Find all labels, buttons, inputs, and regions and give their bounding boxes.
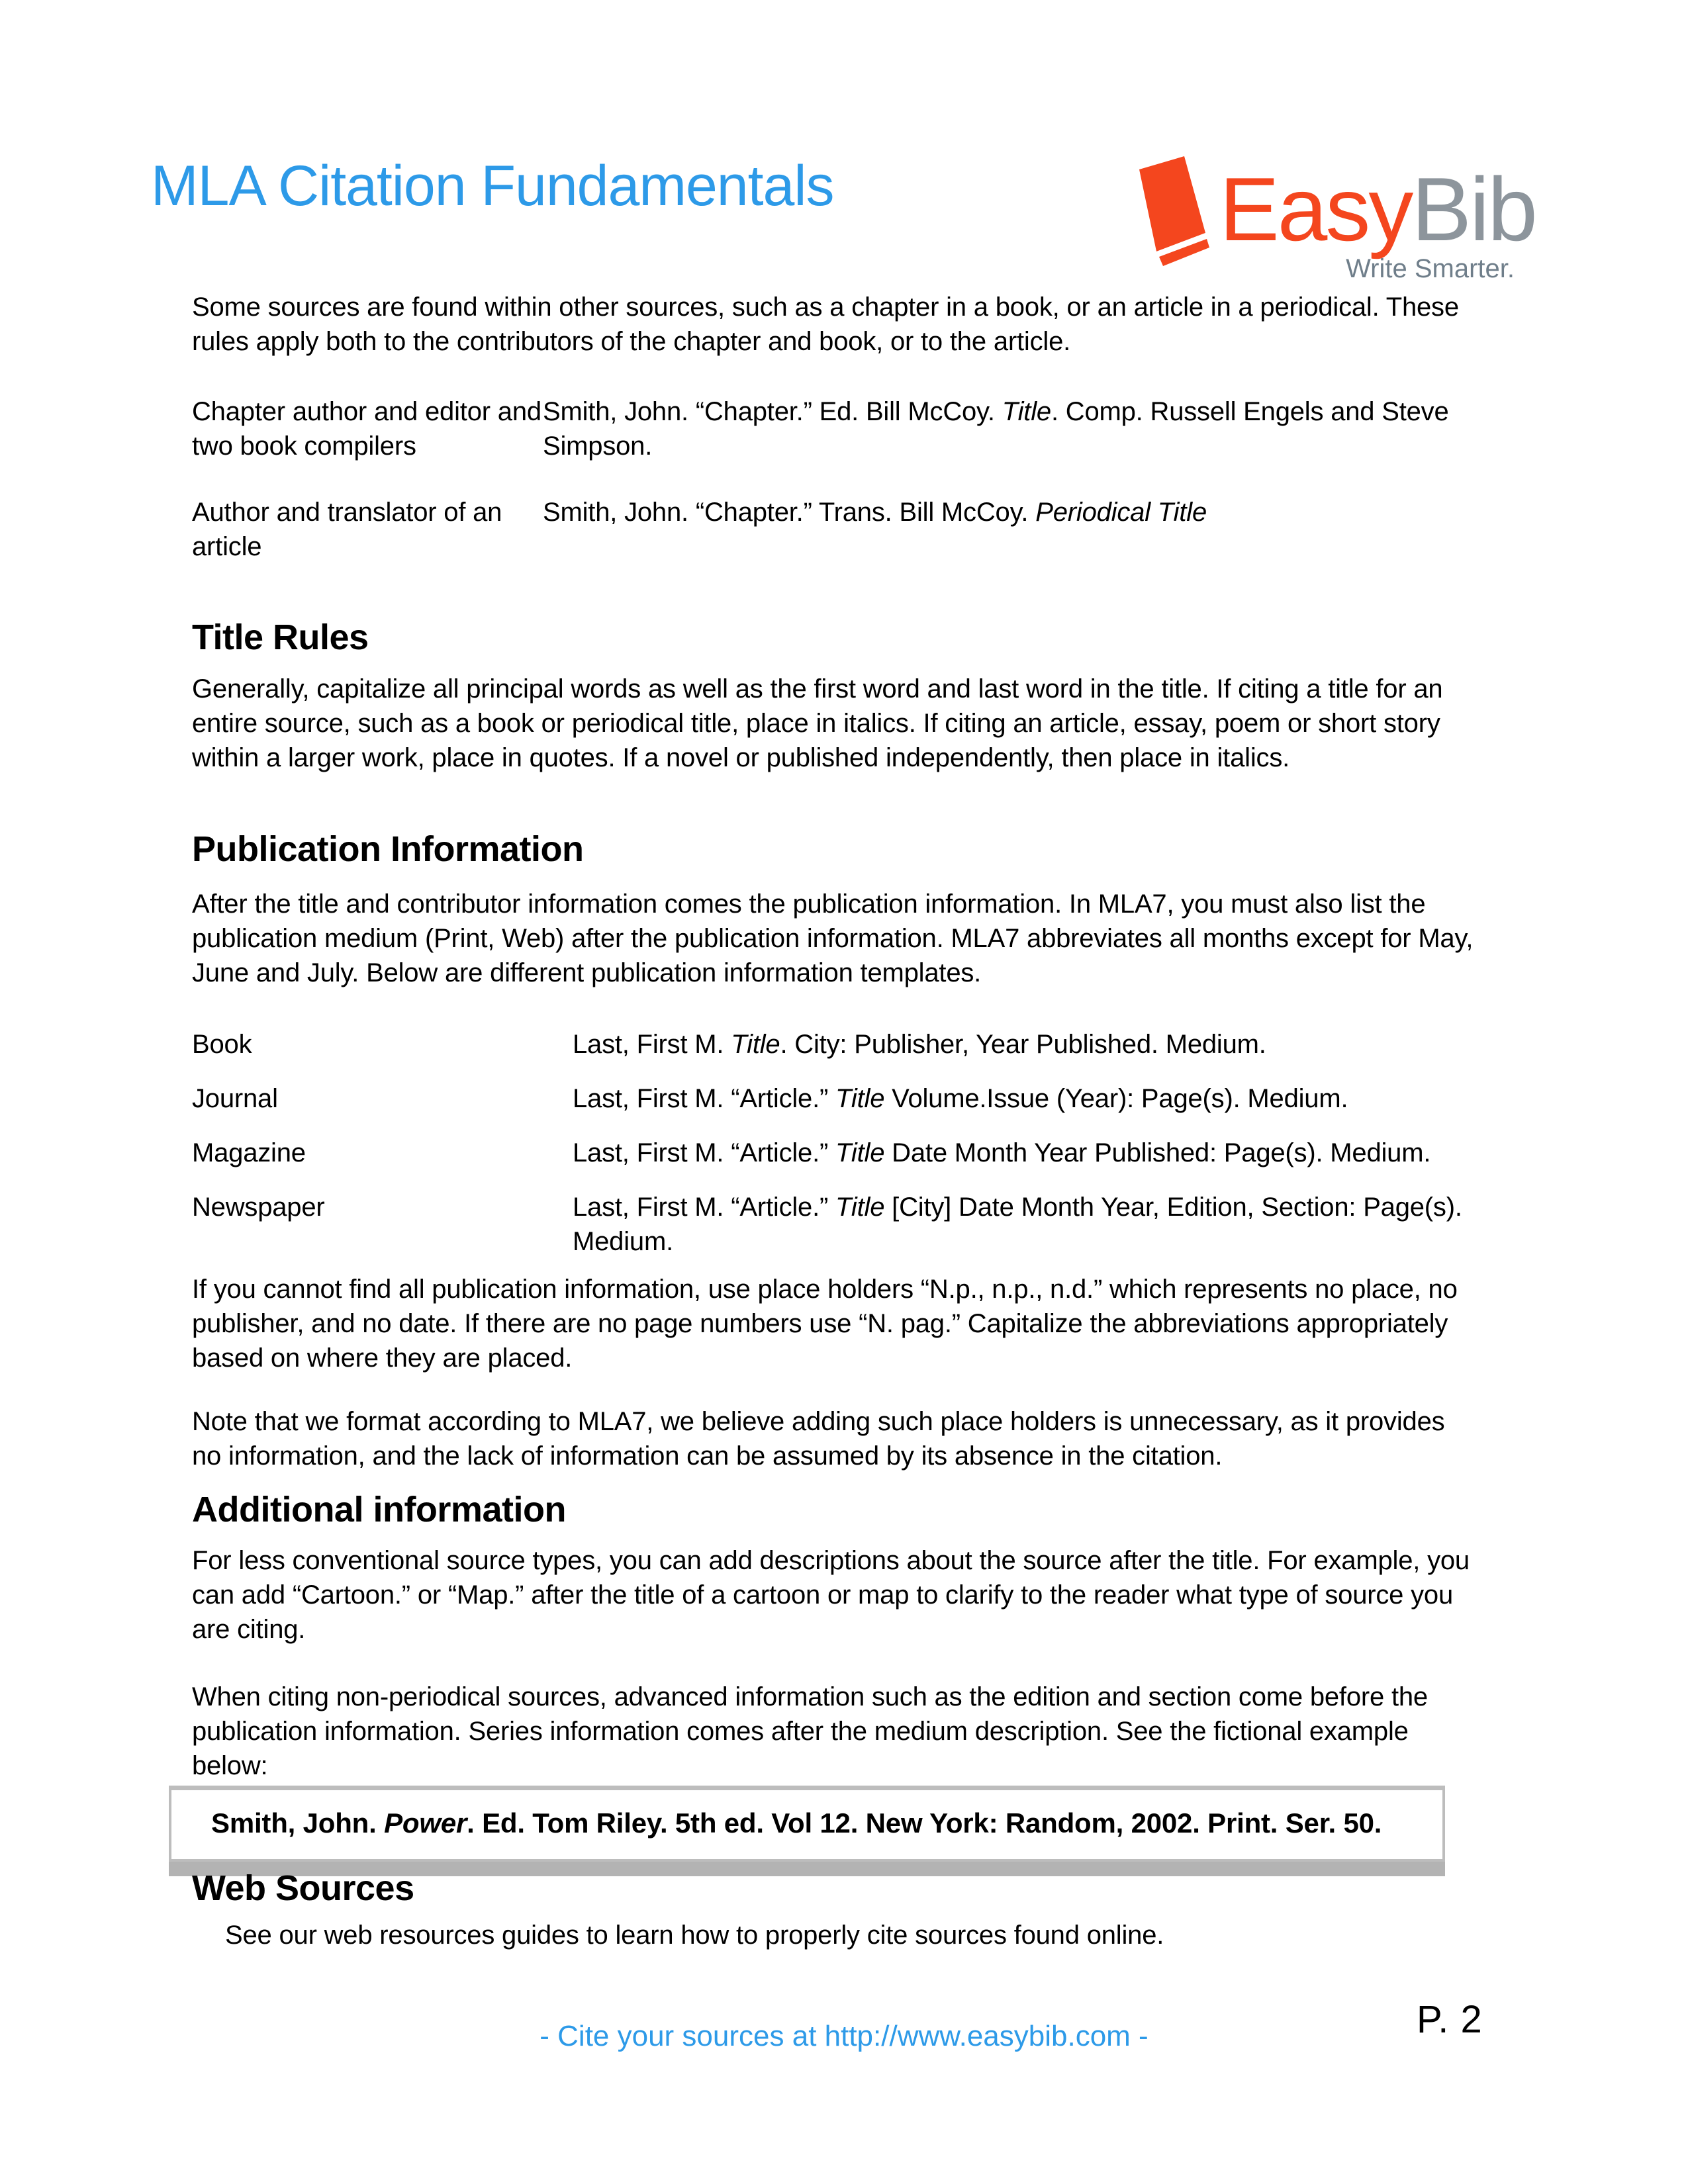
row-citation: Last, First M. Title. City: Publisher, Year Published. Medium. (573, 1030, 1266, 1059)
row-label: Chapter author and editor and two book compilers (192, 397, 541, 461)
intro-paragraph: Some sources are found within other sources, such as a chapter in a book, or an article in a periodical. These rules apply both to the contributors of the chapter and book, or to the article. (192, 293, 1459, 356)
paragraph-web-sources: See our web resources guides to learn how to properly cite sources found online. (225, 1921, 1164, 1950)
publication-templates-table (192, 1027, 1479, 1259)
contributor-examples-table (192, 394, 1479, 564)
book-icon (1127, 155, 1212, 269)
row-citation: Smith, John. “Chapter.” Ed. Bill McCoy. Title. Comp. Russell Engels and Steve Simpson. (543, 397, 1449, 461)
paragraph-additional-information-2: When citing non-periodical sources, advanced information such as the edition and section come before the publication information. Series information comes after the medium description. See the fictional example below: (192, 1682, 1428, 1780)
section-heading-web-sources: Web Sources (192, 1868, 414, 1908)
easybib-logo (1219, 159, 1536, 259)
logo-text-bib: Bib (1411, 159, 1536, 259)
section-heading-additional-information: Additional information (192, 1490, 566, 1529)
paragraph-additional-information-1: For less conventional source types, you can add descriptions about the source after the title. For example, you can add “Cartoon.” or “Map.” after the title of a cartoon or map to clarify to the reader what type of source you are citing. (192, 1546, 1470, 1644)
citation-example-text: Smith, John. Power. Ed. Tom Riley. 5th ed. Vol 12. New York: Random, 2002. Print. Ser. 50. (169, 1786, 1445, 1862)
paragraph-publication-information: After the title and contributor information comes the publication information. In MLA7, you must also list the publication medium (Print, Web) after the publication information. MLA7 abbreviates all months except for May, June and July. Below are different publication information templates. (192, 889, 1474, 987)
citation-example-box (169, 1786, 1445, 1876)
logo-tagline: Write Smarter. (1346, 254, 1515, 283)
row-label: Book (192, 1030, 252, 1059)
footer-citation-link[interactable]: - Cite your sources at http://www.easybib.com - (539, 2020, 1149, 2052)
paragraph-placeholders: If you cannot find all publication information, use place holders “N.p., n.p., n.d.” which represents no place, no publisher, and no date. If there are no page numbers use “N. pag.” Capitalize the abbreviations appropriately based on where they are placed. (192, 1275, 1458, 1373)
paragraph-title-rules: Generally, capitalize all principal words as well as the first word and last word in the title. If citing a title for an entire source, such as a book or periodical title, place in italics. If citing an article, essay, poem or short story within a larger work, place in quotes. If a novel or published independently, then place in italics. (192, 674, 1443, 772)
row-citation: Last, First M. “Article.” Title [City] Date Month Year, Edition, Section: Page(s). Medium. (573, 1193, 1462, 1256)
paragraph-note: Note that we format according to MLA7, we believe adding such place holders is unnecessary, as it provides no information, and the lack of information can be assumed by its absence in the citation. (192, 1407, 1445, 1471)
section-heading-title-rules: Title Rules (192, 617, 369, 657)
logo-text-easy: Easy (1219, 159, 1412, 259)
document-title: MLA Citation Fundamentals (151, 154, 834, 218)
row-label: Newspaper (192, 1193, 325, 1222)
row-citation: Last, First M. “Article.” Title Date Month Year Published: Page(s). Medium. (573, 1138, 1431, 1167)
row-label: Magazine (192, 1138, 306, 1167)
row-label: Author and translator of an article (192, 498, 502, 561)
row-citation: Smith, John. “Chapter.” Trans. Bill McCoy. Periodical Title (543, 498, 1207, 527)
row-label: Journal (192, 1084, 278, 1113)
row-citation: Last, First M. “Article.” Title Volume.Issue (Year): Page(s). Medium. (573, 1084, 1348, 1113)
page-number: P. 2 (1417, 1998, 1483, 2041)
section-heading-publication-information: Publication Information (192, 829, 584, 869)
